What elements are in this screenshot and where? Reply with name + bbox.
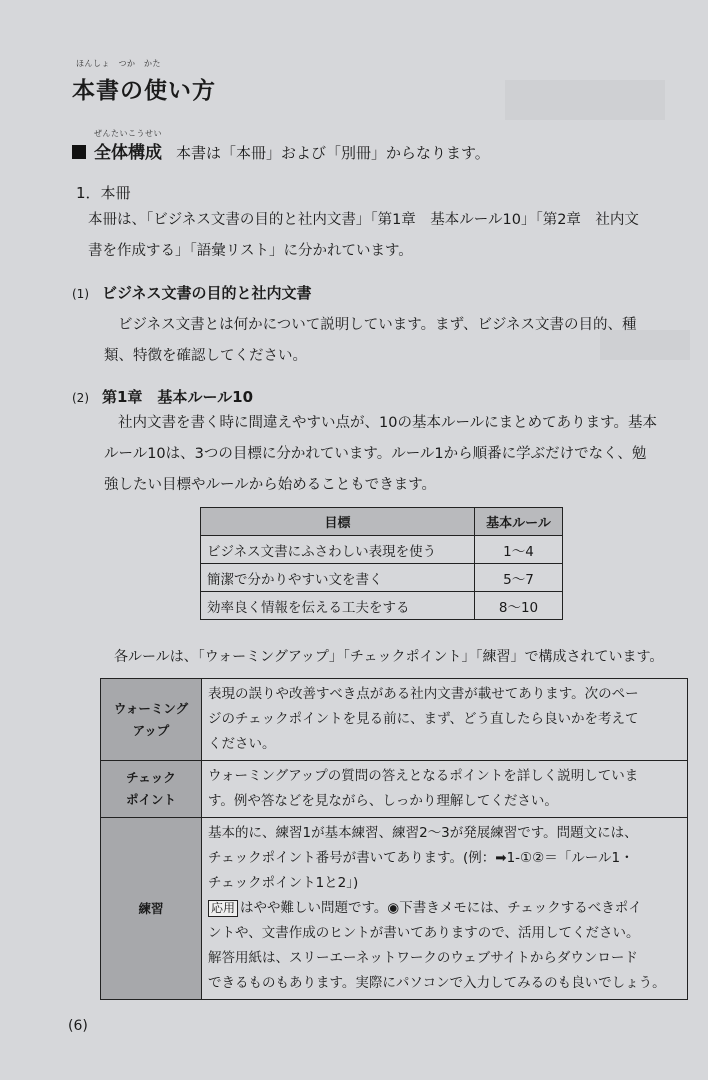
table-row — [201, 564, 563, 592]
paragraph-line: 社内文書を書く時に間違えやすい点が、10の基本ルールにまとめてあります。基本 — [118, 415, 657, 431]
sub1-title: ビジネス文書の目的と社内文書 — [102, 284, 312, 302]
cell-line: 表現の誤りや改善すべき点がある社内文書が載せてあります。次のペー — [208, 686, 639, 702]
bleed-through — [505, 80, 665, 120]
cell-line: ウォーミングアップの質問の答えとなるポイントを詳しく説明していま — [208, 768, 639, 784]
paragraph-line: 類、特徴を確認してください。 — [104, 348, 307, 364]
part1-heading: 1．本冊 — [76, 184, 131, 202]
rule-intro: 各ルールは、「ウォーミングアップ」「チェックポイント」「練習」で構成されています。 — [114, 649, 664, 665]
table-row — [201, 536, 563, 564]
label-line: ウォーミング — [113, 700, 189, 716]
cell-line: チェックポイント1と2」) — [208, 875, 359, 891]
paragraph-line: ルール10は、3つの目標に分かれています。ルール1から順番に学ぶだけでなく、勉 — [104, 446, 647, 462]
row-label-practice — [101, 818, 202, 1000]
label-line: ポイント — [125, 792, 176, 807]
part1-paragraph — [88, 205, 693, 267]
row-text-warming-up — [202, 679, 688, 761]
paragraph-line: 強したい目標やルールから始めることもできます。 — [104, 477, 437, 493]
table-cell-goal: ビジネス文書にふさわしい表現を使う — [201, 536, 475, 564]
cell-line — [208, 896, 681, 921]
section-heading-text: 本書は「本冊」および「別冊」からなります。 — [176, 144, 490, 162]
table-cell-rule: 5〜7 — [475, 564, 563, 592]
sub1-paragraph — [104, 310, 698, 372]
label-line: チェック — [126, 770, 176, 785]
table-cell-goal: 簡潔で分かりやすい文を書く — [201, 564, 475, 592]
section-heading-label: 全体構成 — [94, 143, 162, 163]
table-header-row — [201, 508, 563, 536]
label-line: 練習 — [138, 900, 164, 916]
row-label-check-point — [101, 761, 202, 818]
cell-line: ください。 — [208, 736, 276, 752]
cell-line: チェックポイント番号が書いてあります。(例：➡1-①②＝「ルール1・ — [208, 850, 634, 866]
square-bullet-icon — [72, 145, 86, 159]
paragraph-line: 書を作成する」「語彙リスト」に分かれています。 — [88, 243, 413, 259]
table-cell-rule: 1〜4 — [475, 536, 563, 564]
table-row — [101, 679, 688, 761]
paragraph-line: ビジネス文書とは何かについて説明しています。まず、ビジネス文書の目的、種 — [118, 317, 637, 333]
sub2-number: (2) — [72, 391, 89, 405]
cell-line: 解答用紙は、スリーエーネットワークのウェブサイトからダウンロード — [208, 950, 638, 966]
row-text-check-point — [202, 761, 688, 818]
row-label-warming-up — [101, 679, 202, 761]
page-number: (6) — [68, 1018, 88, 1034]
sub1-heading — [72, 282, 312, 303]
cell-line: す。例や答などを見ながら、しっかり理解してください。 — [208, 793, 558, 809]
cell-line: ントや、文書作成のヒントが書いてありますので、活用してください。 — [208, 925, 640, 941]
cell-line: できるものもあります。実際にパソコンで入力してみるのも良いでしょう。 — [208, 975, 666, 991]
cell-line: ジのチェックポイントを見る前に、まず、どう直したら良いかを考えて — [208, 711, 639, 727]
row-text-practice — [202, 818, 688, 1000]
structure-table — [100, 678, 688, 1000]
page-title: 本書の使い方 — [72, 78, 216, 104]
table-row — [201, 592, 563, 620]
section-heading — [72, 138, 490, 163]
table-cell-goal: 効率良く情報を伝える工夫をする — [201, 592, 475, 620]
title-ruby: ほんしょ つか かた — [76, 59, 161, 68]
goal-table — [200, 507, 563, 620]
cell-line: 基本的に、練習1が基本練習、練習2〜3が発展練習です。問題文には、 — [208, 825, 638, 841]
section-heading-ruby: ぜんたいこうせい — [94, 129, 162, 138]
sub2-title: 第1章 基本ルール10 — [102, 388, 254, 406]
table-cell-rule: 8〜10 — [475, 592, 563, 620]
table-row — [101, 761, 688, 818]
sub1-number: (1) — [72, 287, 89, 301]
cell-line-text: はやや難しい問題です。◉下書きメモには、チェックするべきポイ — [240, 900, 642, 916]
applied-badge: 応用 — [208, 900, 238, 917]
sub2-heading — [72, 386, 253, 407]
paragraph-line: 本冊は、「ビジネス文書の目的と社内文書」「第1章 基本ルール10」「第2章 社内文 — [88, 212, 639, 228]
sub2-paragraph — [104, 408, 698, 501]
table-row — [101, 818, 688, 1000]
table-header-rule: 基本ルール — [475, 508, 563, 536]
label-line: アップ — [132, 722, 170, 738]
table-header-goal: 目標 — [201, 508, 475, 536]
